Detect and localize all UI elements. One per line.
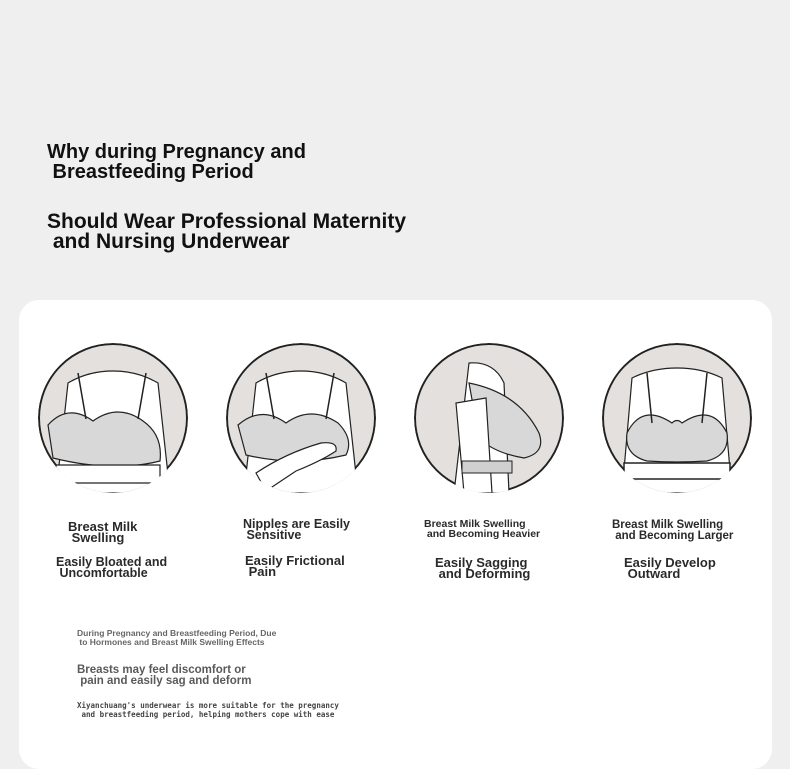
- side-view-illustration-icon: [414, 343, 564, 493]
- item-4-title: Breast Milk Swelling and Becoming Larger: [612, 519, 734, 542]
- item-1-title: Breast Milk Swelling: [68, 519, 138, 545]
- front-larger-illustration-icon: [602, 343, 752, 493]
- item-3-desc: Easily Sagging and Deforming: [435, 555, 531, 581]
- note-hormones: During Pregnancy and Breastfeeding Period, Due to Hormones and Breast Milk Swelling Effects: [77, 628, 277, 647]
- item-3-title: Breast Milk Swelling and Becoming Heavier: [424, 518, 541, 540]
- headline-title: Why during Pregnancy and Breastfeeding Period: [47, 141, 306, 183]
- item-1-desc: Easily Bloated and Uncomfortable: [56, 555, 168, 580]
- note-discomfort: Breasts may feel discomfort or pain and easily sag and deform: [77, 664, 252, 687]
- item-2-title: Nipples are Easily Sensitive: [243, 517, 351, 542]
- bra-front-illustration-icon: [38, 343, 188, 493]
- note-brand: Xiyanchuang's underwear is more suitable for the pregnancy and breastfeeding period, helping mothers cope with ease: [77, 701, 339, 719]
- item-2-desc: Easily Frictional Pain: [245, 553, 345, 579]
- headline-subtitle: Should Wear Professional Maternity and Nursing Underwear: [47, 210, 407, 253]
- hand-holding-breast-illustration-icon: [226, 343, 376, 493]
- item-4-desc: Easily Develop Outward: [624, 555, 716, 581]
